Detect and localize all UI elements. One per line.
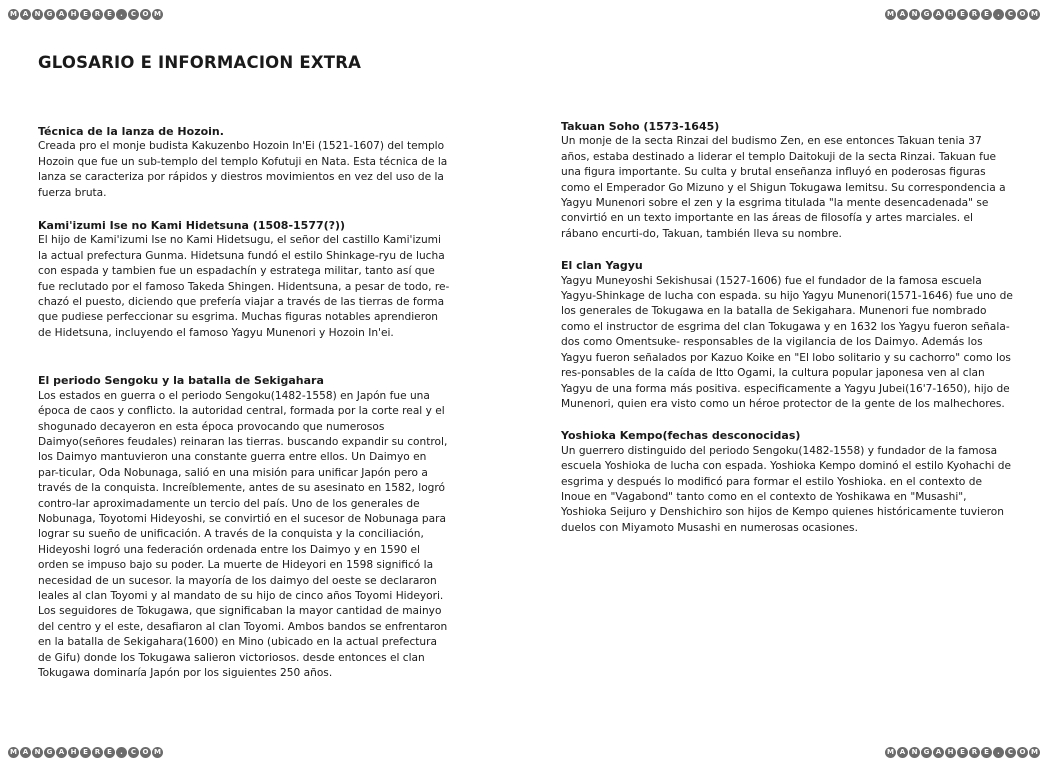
section-heading: Yoshioka Kempo(fechas desconocidas) <box>561 429 801 443</box>
section-body: Un monje de la secta Rinzai del budismo Zen, en ese entonces Takuan tenia 37 años, estaba destinado a liderar el templo Daitokuji de la secta Rinzai. Takuan fue una figura importante. Su culta y brutal enseñanza influyó en poderosas figuras como el Emperador Go Mizuno y el Shigun Tokugawa Iemitsu. Su correspondencia a Yagyu Munenori sobre el zen y la esgrima titulada "la mente desencadenada" se convirtió en un texto importante en las áreas de filosofía y artes marciales. el rábano encurti-do, Takuan, también lleva su nombre. <box>561 135 1006 240</box>
section-hozoin-spear <box>38 124 450 201</box>
section-yagyu <box>561 258 1013 412</box>
right-column <box>561 119 1013 536</box>
section-heading: Kami'izumi Ise no Kami Hidetsuna (1508-1577(?)) <box>38 219 346 233</box>
section-heading: El clan Yagyu <box>561 259 643 273</box>
watermark-top-right: M A N G A H E R E . C O M <box>885 9 1040 20</box>
section-heading: El periodo Sengoku y la batalla de Sekigahara <box>38 374 324 388</box>
page-title: GLOSARIO E INFORMACION EXTRA <box>38 53 362 72</box>
watermark-bottom-left: M A N G A H E R E . C O M <box>8 747 163 758</box>
section-body: Los estados en guerra o el periodo Sengoku(1482-1558) en Japón fue una época de caos y conflicto. la autoridad central, formada por la corte real y el shogunado decayeron en esta época provocando que numerosos Daimyo(señores feudales) reinaran las tierras. buscando expandir su control, los Daimyo mantuvieron una constante guerra entre ellos. Un Daimyo en par-ticular, Oda Nobunaga, salió en una misión para unificar Japón pero a través de la conquista. Increíblemente, antes de su asesinato en 1582, logró contro-lar aproximadamente un tercio del país. Uno de los generales de Nobunaga, Toyotomi Hideyoshi, se convirtió en el sucesor de Nobunaga para lograr su sueño de unificación. A través de la conquista y la conciliación, Hideyoshi logró una federación ordenada entre los Daimyo y en 1590 el orden se impuso bajo su poder. La muerte de Hideyori en 1598 significó la necesidad de un sucesor. la mayoría de los daimyo del oeste se declararon leales al clan Toyomi y al mandato de su hijo de cinco años Toyomi Hideyori. Los seguidores de Tokugawa, que significaban la mayor cantidad de mainyo del centro y el este, desafiaron al clan Toyomi. Ambos bandos se enfrentaron en la batalla de Sekigahara(1600) en Mino (ubicado en la actual prefectura de Gifu) donde los Tokugawa salieron victoriosos. desde entonces el clan Tokugawa dominaría Japón por los siguientes 250 años. <box>38 389 448 679</box>
section-body: El hijo de Kami'izumi Ise no Kami Hidetsugu, el señor del castillo Kami'izumi la actual prefectura Gunma. Hidetsuna fundó el estilo Shinkage-ryu de lucha con espada y tambien fue un espadachín y estratega militar, tanto así que fue reclutado por el famoso Takeda Shingen. Hidentsuna, a pesar de todo, re-chazó el puesto, diciendo que prefería viajar a través de las tierras de forma que pudiese perfeccionar su esgrima. Muchas figuras notables aprendieron de Hidetsuna, incluyendo el famoso Yagyu Munenori y Hozoin In'ei. <box>38 234 450 339</box>
section-heading: Técnica de la lanza de Hozoin. <box>38 125 224 138</box>
section-yoshioka <box>561 428 1013 536</box>
section-kamiizumi <box>38 218 450 341</box>
left-column <box>38 124 450 681</box>
section-body: Creada pro el monje budista Kakuzenbo Hozoin In'Ei (1521-1607) del templo Hozoin que fue un sub-templo del templo Kofutuji en Nata. Esta técnica de la lanza se caracteriza por rápidos y diestros movimientos en vez del uso de la fuerza bruta. <box>38 140 448 199</box>
section-takuan <box>561 119 1013 242</box>
watermark-top-left: M A N G A H E R E . C O M <box>8 9 163 20</box>
watermark-bottom-right: M A N G A H E R E . C O M <box>885 747 1040 758</box>
section-body: Yagyu Muneyoshi Sekishusai (1527-1606) fue el fundador de la famosa escuela Yagyu-Shinkage de lucha con espada. su hijo Yagyu Munenori(1571-1646) fue uno de los generales de Tokugawa en la batalla de Sekigahara. Munenori fue nombrado como el instructor de esgrima del clan Tokugawa y en 1632 los Yagyu fueron señala-dos como Omentsuke- responsables de la vigilancia de los Daimyo. Además los Yagyu fueron señalados por Kazuo Koike en "El lobo solitario y su cachorro" como los res-ponsables de la caída de Itto Ogami, la cultura popular japonesa ven al clan Yagyu de una forma más positiva. especificamente a Yagyu Jubei(16'7-1650), hijo de Munenori, quien era visto como un héroe protector de la gente de los malhechores. <box>561 274 1013 410</box>
section-body: Un guerrero distinguido del periodo Sengoku(1482-1558) y fundador de la famosa escuela Yoshioka de lucha con espada. Yoshioka Kempo dominó el estilo Kyohachi de esgrima y después lo modificó para formar el estilo Yoshioka. en el contexto de Inoue en "Vagabond" tanto como en el contexto de Yoshikawa en "Musashi", Yoshioka Seijuro y Denshichiro son hijos de Kempo quienes históricamente tuvieron duelos con Miyamoto Musashi en numerosas ocasiones. <box>561 444 1012 534</box>
section-heading: Takuan Soho (1573-1645) <box>561 120 720 133</box>
section-sengoku <box>38 373 450 681</box>
